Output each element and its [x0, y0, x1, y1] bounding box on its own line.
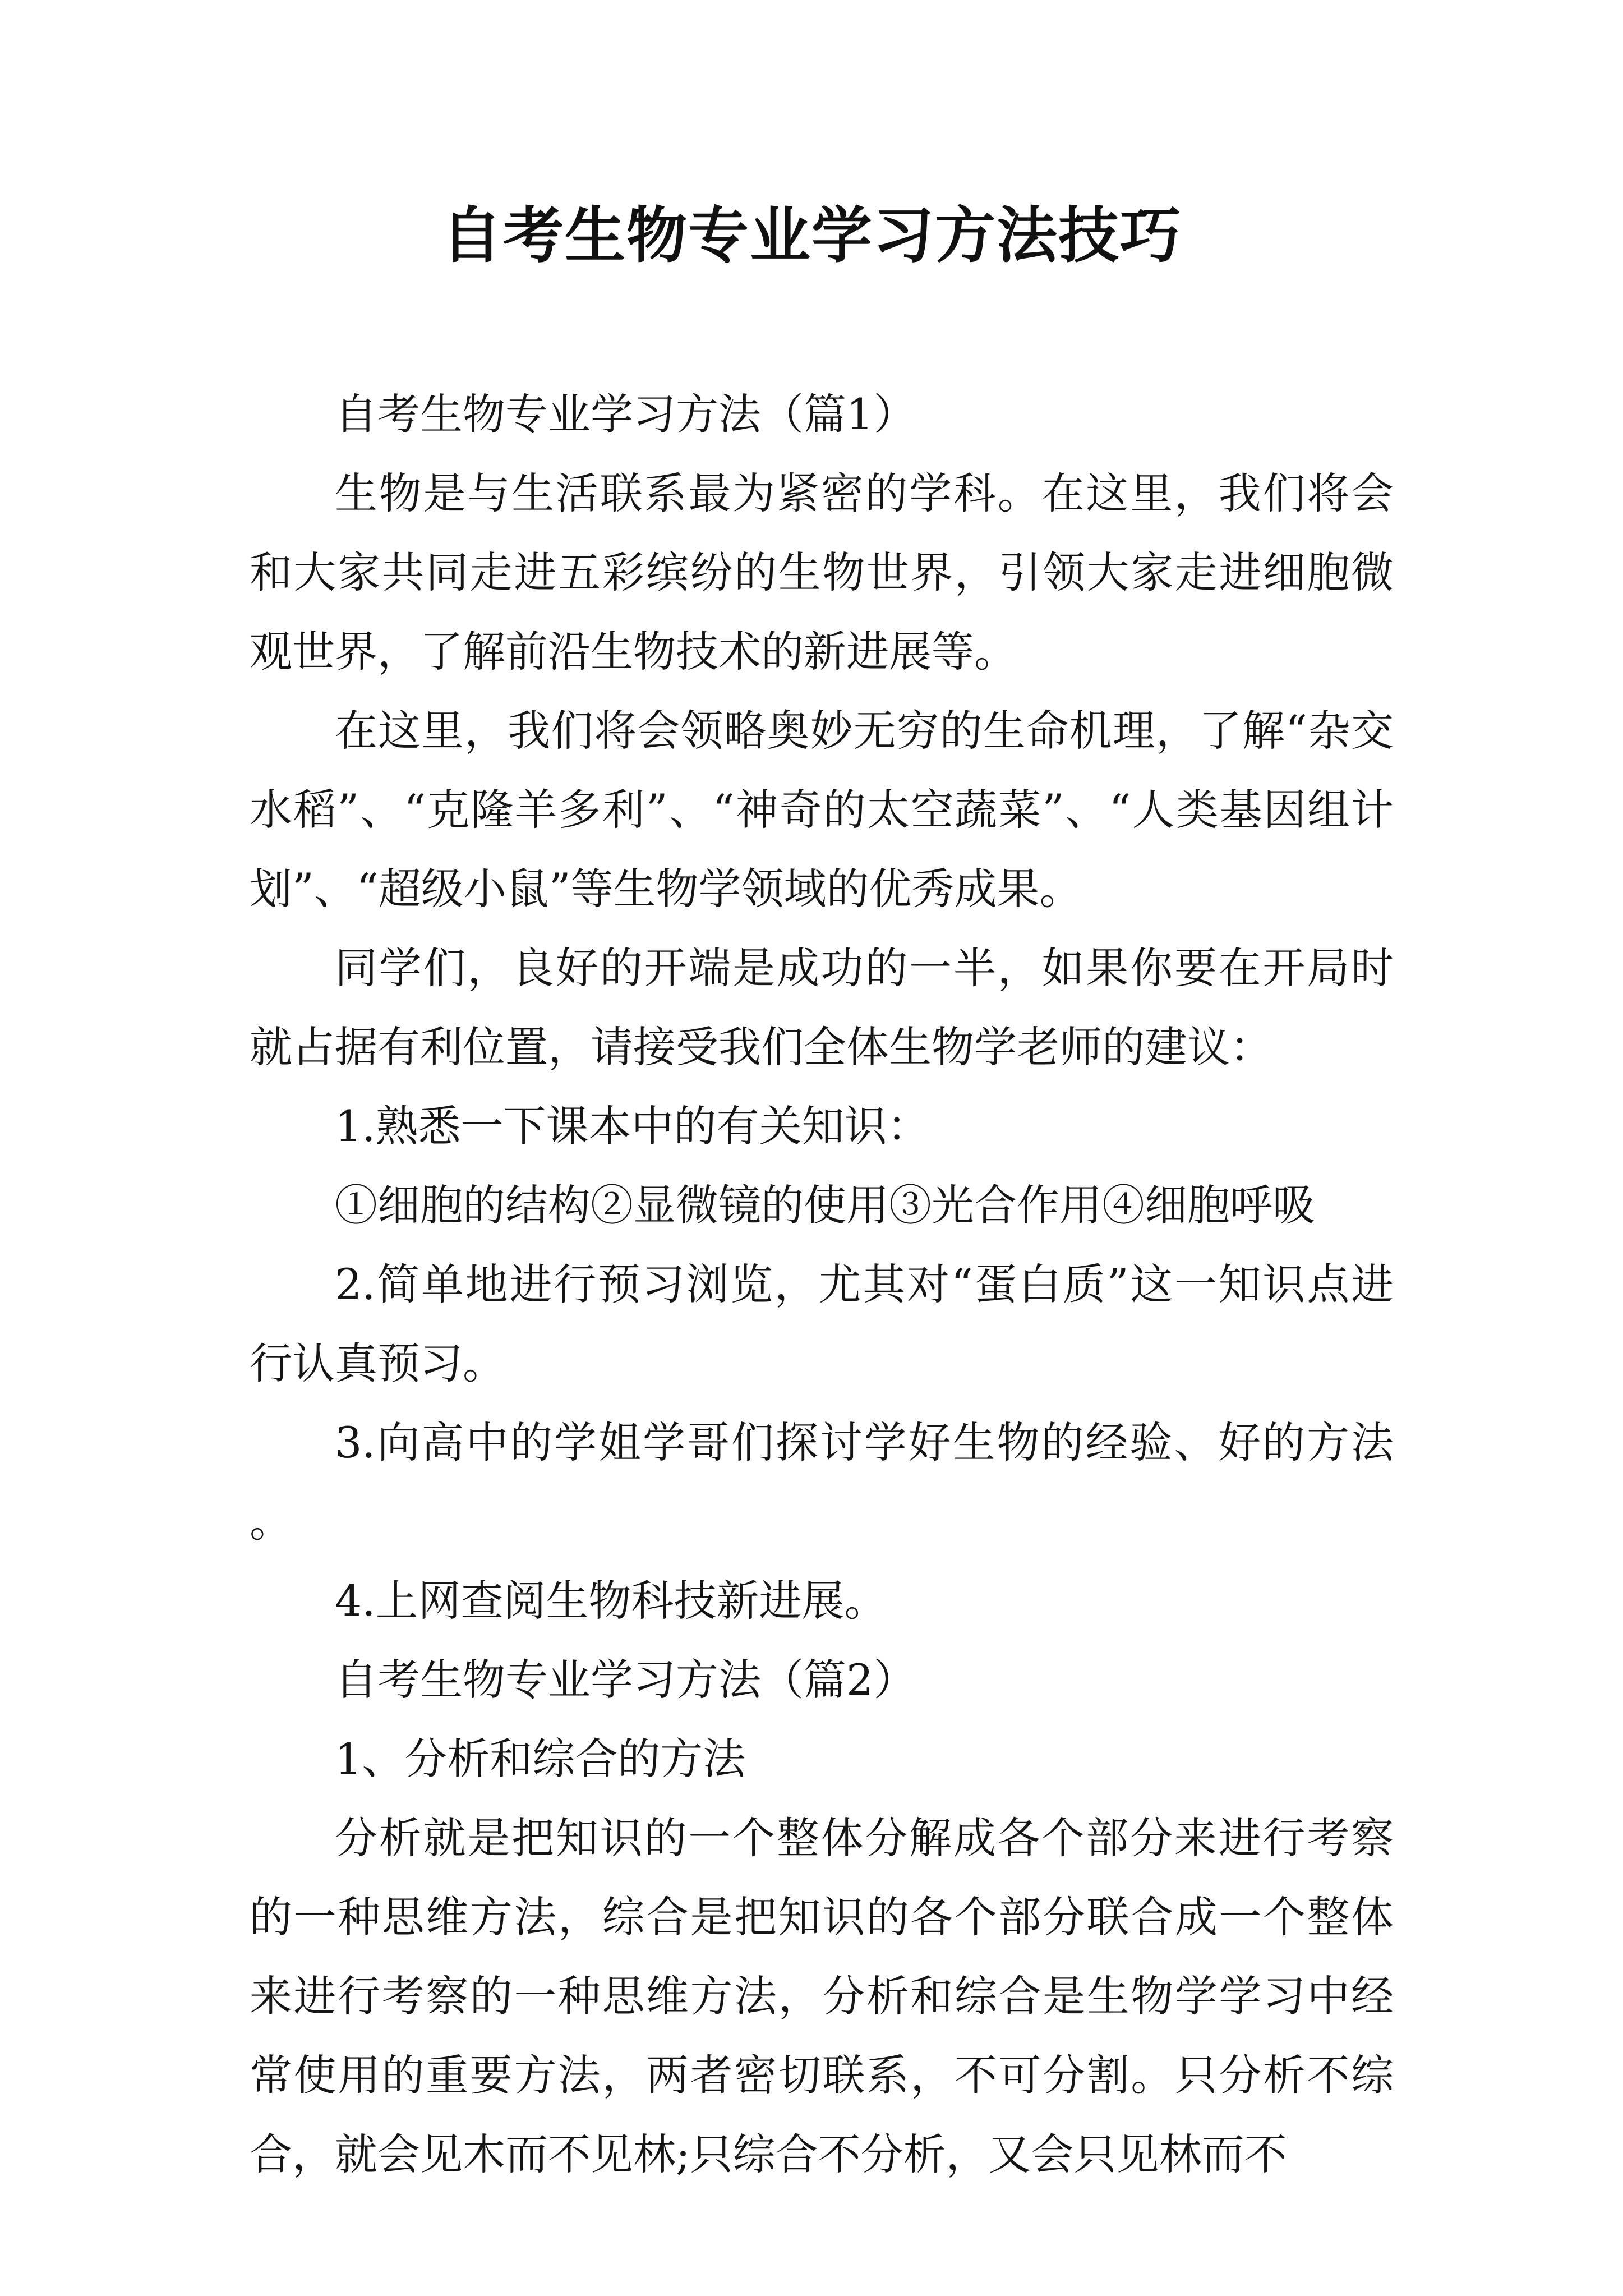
paragraph-intro: 生物是与生活联系最为紧密的学科。在这里，我们将会和大家共同走进五彩缤纷的生物世界，引领大家走进细胞微观世界，了解前沿生物技术的新进展等。 — [250, 468, 1394, 677]
list-item-3: 3.向高中的学姐学哥们探讨学好生物的经验、好的方法。 — [250, 1418, 1394, 1547]
paragraph-analysis: 分析就是把知识的一个整体分解成各个部分来进行考察的一种思维方法，综合是把知识的各个部分联合成一个整体来进行考察的一种思维方法，分析和综合是生物学学习中经常使用的重要方法，两者密切联系，不可分割。只分析不综合，就会见木而不见林;只综合不分析，又会只见林而不 — [250, 1813, 1394, 2179]
list-item-2: 2.简单地进行预习浏览，尤其对“蛋白质”这一知识点进行认真预习。 — [250, 1259, 1394, 1388]
list-item-1: 1.熟悉一下课本中的有关知识： — [335, 1101, 930, 1151]
list-item-4: 4.上网查阅生物科技新进展。 — [335, 1576, 887, 1626]
subheading-analysis: 1、分析和综合的方法 — [335, 1734, 746, 1784]
paragraph-advice: 同学们，良好的开端是成功的一半，如果你要在开局时就占据有利位置，请接受我们全体生物学老师的建议： — [250, 943, 1394, 1072]
section-heading-1: 自考生物专业学习方法（篇1） — [335, 389, 916, 439]
paragraph-achievements: 在这里，我们将会领略奥妙无穷的生命机理，了解“杂交水稻”、“克隆羊多利”、“神奇的太空蔬菜”、“人类基因组计划”、“超级小鼠”等生物学领域的优秀成果。 — [250, 706, 1394, 914]
section-heading-2: 自考生物专业学习方法（篇2） — [335, 1655, 916, 1705]
document-title: 自考生物专业学习方法技巧 — [441, 200, 1182, 271]
document-body — [250, 375, 1394, 2194]
list-subitems: ①细胞的结构②显微镜的使用③光合作用④细胞呼吸 — [335, 1180, 1315, 1230]
